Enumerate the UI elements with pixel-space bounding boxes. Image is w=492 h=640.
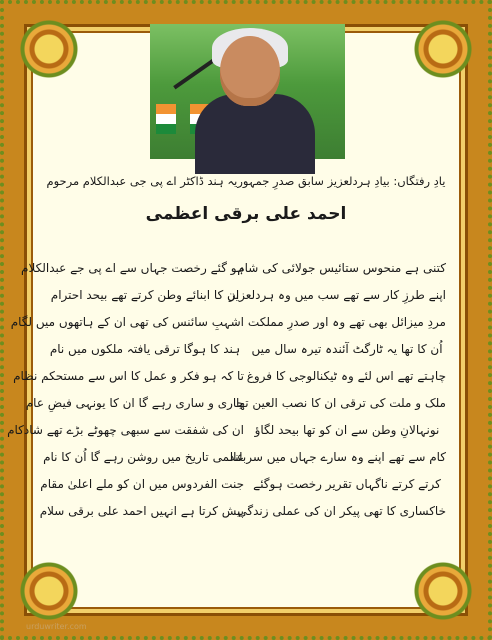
corner-flower-icon bbox=[18, 560, 80, 622]
poem-couplet bbox=[46, 335, 446, 362]
poem-caption: یادِ رفتگاں: بیادِ ہردلعزیز سابق صدرِ جمہوریہ ہند ڈاکٹر اے پی جی عبدالکلام مرحوم bbox=[46, 174, 446, 188]
misra-second: تا کہ ہو فکر و عمل کا اس سے مستحکم نظام bbox=[13, 368, 244, 383]
corner-flower-icon bbox=[18, 18, 80, 80]
misra-first: کتنی ہے منحوس ستائیس جولائی کی شام bbox=[237, 260, 446, 275]
poet-name: احمد علی برقی اعظمی bbox=[145, 204, 347, 224]
misra-second: جنت الفردوس میں ان کو ملے اعلیٰ مقام bbox=[40, 476, 244, 491]
misra-first: ملک و ملت کی ترقی ان کا نصب العین تھا bbox=[236, 395, 446, 410]
portrait-photo bbox=[150, 24, 345, 159]
poem-couplet bbox=[13, 362, 446, 389]
poem-couplet bbox=[21, 254, 446, 281]
misra-first: مردِ میزائل بھی تھے وہ اور صدرِ مملکت bbox=[247, 314, 446, 329]
poem-couplet bbox=[25, 389, 446, 416]
poem-couplet bbox=[40, 470, 446, 497]
poem-couplet bbox=[10, 308, 446, 335]
misra-second: پیش کرتا ہے انہیں احمد علی برقی سلام bbox=[39, 503, 244, 518]
microphone-icon bbox=[173, 59, 215, 90]
poem-couplet bbox=[43, 443, 446, 470]
corner-flower-icon bbox=[412, 18, 474, 80]
misra-second: جاری و ساری رہے گا ان کا یونہی فیضِ عام bbox=[25, 395, 244, 410]
misra-first: کرتے کرتے ناگہاں تقریر رخصت ہوگئے bbox=[253, 476, 441, 491]
misra-second: ان کی شفقت سے سبھی چھوٹے بڑے تھے شادکام bbox=[7, 422, 244, 437]
corner-flower-icon bbox=[412, 560, 474, 622]
poem-body bbox=[7, 254, 446, 524]
misra-first: چاہتے تھے اس لئے وہ ٹیکنالوجی کا فروغ bbox=[246, 368, 446, 383]
indian-flag-icon bbox=[156, 104, 176, 134]
misra-second: ہند کا ہوگا ترقی یافتہ ملکوں میں نام bbox=[49, 341, 241, 356]
misra-first: کام سے تھے اپنے وہ سارے جہاں میں سربلند bbox=[228, 449, 446, 464]
misra-second: ان کا ابنائے وطن کرتے تھے بیحد احترام bbox=[50, 287, 240, 302]
misra-first: اپنے طرزِ کار سے تھے سب میں وہ ہردلعزیز bbox=[229, 287, 446, 302]
misra-second: عالمی تاریخ میں روشن رہے گا اُن کا نام bbox=[43, 449, 244, 464]
poem-couplet bbox=[39, 497, 446, 524]
portrait-face bbox=[220, 36, 280, 106]
misra-second: ہو گئے رخصت جہاں سے اے پی جے عبدالکلام bbox=[21, 260, 244, 275]
poem-couplet bbox=[46, 281, 446, 308]
poem-couplet bbox=[7, 416, 446, 443]
site-watermark: urduwriter.com bbox=[26, 622, 87, 631]
misra-first: اُن کا تھا یہ ٹارگٹ آئندہ تیرہ سال میں bbox=[251, 341, 443, 356]
portrait-suit bbox=[195, 94, 315, 174]
misra-first: نونہالانِ وطن سے ان کو تھا بیحد لگاؤ bbox=[254, 422, 440, 437]
misra-second: اشہبِ سائنس کی تھی ان کے ہاتھوں میں لگام bbox=[10, 314, 244, 329]
misra-first: خاکساری کا تھی پیکر ان کی عملی زندگی bbox=[237, 503, 446, 518]
